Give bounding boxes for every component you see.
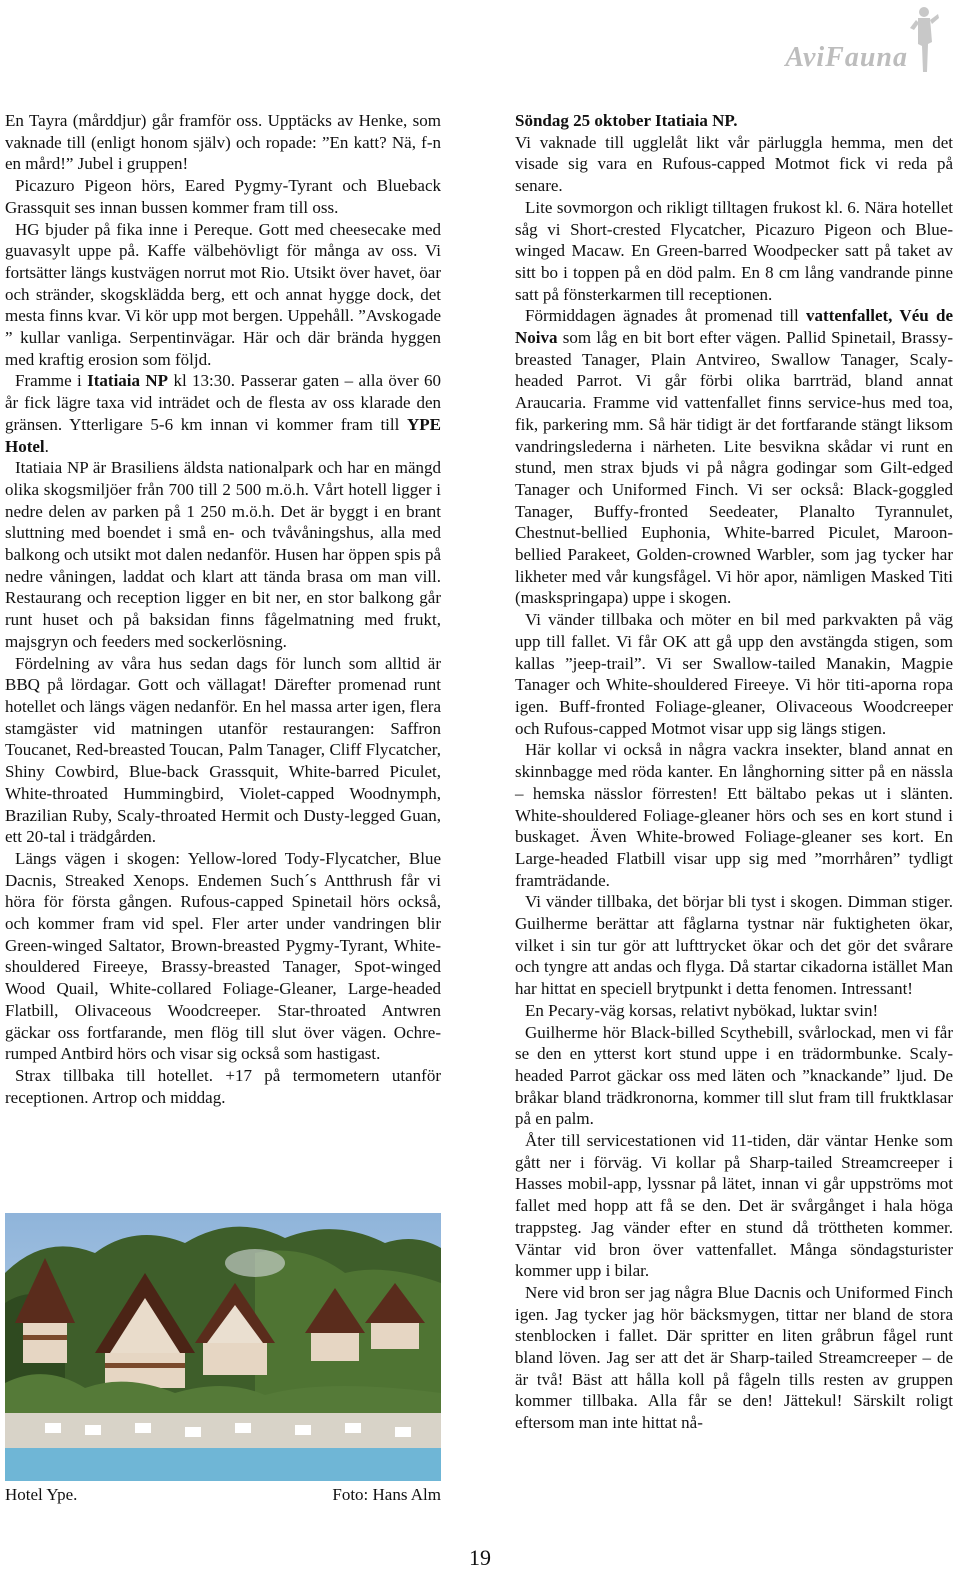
hotel-ype-photo xyxy=(5,1213,441,1481)
paragraph: En Tayra (mårddjur) går framför oss. Upptäcks av Henke, som vaknade till (enligt honom själv) och ropade: ”En katt? Nä, f-n en mård!” Jubel i gruppen! xyxy=(5,111,441,174)
paragraph: Lite sovmorgon och rikligt tilltagen frukost kl. 6. Nära hotellet såg vi Short-crested Flycatcher, Picazuro Pigeon och Blue-winged Macaw. En Green-barred Woodpecker satt på taket av sitt bo i toppen på en död palm. En 8 cm lång vandrande pinne satt på fönsterkarmen till receptionen. xyxy=(515,197,953,304)
bold-place-name: vattenfallet, Véu de Noiva xyxy=(515,306,954,348)
avifauna-logo xyxy=(742,4,942,76)
paragraph: Förmiddagen ägnades åt promenad till vattenfallet, Véu de Noiva som låg en bit bort efter vägen. Pallid Spinetail, Brassy-breasted Tanager, Plain Antvireo, Swallow Tanager, Scaly-headed Parrot. Vi går förbi olika barrträd, bland annat Araucaria. Framme vid vattenfallet finns service-hus med toa, fik, parkering mm. Så här tidigt är det fortfarande stängt liksom vandringslederna i närheten. Lite besvikna skådar vi runt en stund, men strax bjuds vi på några godingar som Gilt-edged Tanager och Uniformed Finch. Vi ser också: Black-goggled Tanager, Buffy-fronted Seedeater, Planalto Tyrannulet, Chestnut-bellied Euphonia, White-barred Piculet, Maroon-bellied Parakeet, Golden-crowned Warbler, som jag tycker har likheter med vår kungsfågel. Vi hör apor, nämligen Masked Titi (maskspringapa) uppe i skogen. xyxy=(515,306,954,608)
paragraph: En Pecary-väg korsas, relativt nybökad, luktar svin! xyxy=(525,1000,879,1020)
paragraph: Framme i Itatiaia NP kl 13:30. Passerar gaten – alla över 60 år fick lägre taxa vid inträdet och de flesta av oss klarade den gränsen. Ytterligare 5-6 km innan vi kommer fram till YPE Hotel. xyxy=(5,371,441,456)
paragraph: Fördelning av våra hus sedan dags för lunch som alltid är BBQ på lördagar. Gott och vällagat! Därefter promenad runt hotellet och längs vägen nedanför. En hel massa arter igen, flera stamgäster vid matningen utanför restaurangen: Saffron Toucanet, Red-breasted Toucan, Palm Tanager, Cliff Flycatcher, Shiny Cowbird, Blue-back Grassquit, White-barred Piculet, White-throated Hummingbird, Violet-capped Woodnymph, Brazilian Ruby, Scaly-throated Hermit och Dusty-legged Guan, ett 20-tal i trädgården. xyxy=(5,653,441,847)
paragraph: Här kollar vi också in några vackra insekter, bland annat en skinnbagge med röda kanter. En långhorning sitter på en nässla – hemska nässlor förresten! Ett bältabo pekas ut i slänten. White-shouldered Foliage-gleaner hörs och ses en kort stund i buskaget. Även White-browed Foliage-gleaner ses kort. En Large-headed Flatbill visar upp sig med ”morrhåren” tydligt framträdande. xyxy=(515,740,953,890)
left-column xyxy=(5,110,441,1108)
paragraph: Åter till servicestationen vid 11-tiden, där väntar Henke som gått ner i förväg. Vi kollar på Sharp-tailed Streamcreeper i Hasses mobil-app, lyssnar på lätet, innan vi går uppströms mot fallet med hopp att få se den. Det är svårgånget i hala höga trappsteg. Jag vänder efter en stund då tröttheten kommer. Väntar vid bron över vattenfallet. Många söndagsturister kommer upp i bilar. xyxy=(515,1131,953,1281)
paragraph: Itatiaia NP är Brasiliens äldsta nationalpark och har en mängd olika skogsmiljöer från 700 till 2 500 m.ö.h. Vårt hotell ligger i nedre delen av parken på 1 250 m.ö.h. Det är byggt i en brant sluttning med boendet i små en- och tvåvåningshus, alla med balkong och utsikt mot dalen nedanför. Husen har öppen spis på nedre våningen, laddat och klart att tända brasa om man vill. Restaurang och reception ligger en bit ner, en stor balkong går runt huset och på baksidan finns fågelmatning med frukt, majsgryn och feeders med sockerlösning. xyxy=(5,458,441,651)
logo-text: AviFauna xyxy=(785,42,908,73)
caption-title: Hotel Ype. xyxy=(5,1485,78,1504)
paragraph: HG bjuder på fika inne i Pereque. Gott med cheesecake med guavasylt uppe på. Kaffe välbehövligt för många av oss. Vi fortsätter längs kustvägen norrut mot Rio. Utsikt över havet, öar och stränder, skogsklädda berg, ett och annat hygge dock, det mesta finns kvar. Vi kör upp mot bergen. Uppehåll. ”Avskogade ” kullar vanliga. Serpentinvägar. Här och där brända hyggen med kraftig erosion som följd. xyxy=(5,219,441,369)
paragraph: Strax tillbaka till hotellet. +17 på termometern utanför receptionen. Artrop och middag. xyxy=(5,1065,441,1107)
paragraph: Vi vänder tillbaka, det börjar bli tyst i skogen. Dimman stiger. Guilherme berättar att fåglarna tystnar när fuktigheten ökar, vilket i sin tur gör att lufttrycket ökar och det gör det svårare och tyngre att andas och flyga. Då startar cikadorna istället Man har hittat en speciell brytpunkt i detta fenomen. Intressant! xyxy=(515,892,953,999)
paragraph: Picazuro Pigeon hörs, Eared Pygmy-Tyrant och Blueback Grassquit ses innan bussen kommer fram till oss. xyxy=(5,176,441,217)
birdwatcher-figure-icon xyxy=(906,4,942,76)
photo-caption xyxy=(5,1484,441,1505)
page-number: 19 xyxy=(469,1545,491,1570)
paragraph: Vi vänder tillbaka och möter en bil med parkvakten på väg upp till fallet. Vi får OK att gå upp den avstängda stigen, som kallas ”jeep-trail”. Vi ser Swallow-tailed Manakin, Magpie Tanager och White-shouldered Fireeye. Vi hör titi-aporna ropa igen. Buff-fronted Foliage-gleaner, Olivaceous Woodcreeper och Rufous-capped Motmot visar upp sig längs stigen. xyxy=(515,610,953,738)
paragraph: Guilherme hör Black-billed Scythebill, svårlockad, men vi får se den en ytterst kort stund uppe i en trädormbunke. Scaly-headed Parrot gäckar oss med läten och ”knackande” ljud. De bråkar bland trädkronorna, kommer till slut fram till fruktklasar på en palm. xyxy=(515,1022,953,1129)
section-heading: Söndag 25 oktober Itatiaia NP. xyxy=(515,111,738,130)
paragraph: Vi vaknade till ugglelåt likt vår pärluggla hemma, men det visade sig vara en Rufous-capped Motmot fick vi reda på senare. xyxy=(515,132,953,196)
caption-credit: Foto: Hans Alm xyxy=(332,1485,441,1504)
photo-illustration xyxy=(5,1213,441,1481)
bold-place-name: Itatiaia NP xyxy=(87,371,169,391)
paragraph: Nere vid bron ser jag några Blue Dacnis och Uniformed Finch igen. Jag tycker jag hör bäcksmygen, tittar ner bland de stora stenblocken i fallet. Där spritter en liten gråbrun fågel runt bland löven. Jag ser att det är Sharp-tailed Streamcreeper – de är två! Bäst att hålla koll på fågeln tills resten av gruppen kommer tillbaka. Alla får se den! Jättekul! Särskilt roligt eftersom man inte hittat nå- xyxy=(515,1282,953,1433)
right-column xyxy=(515,110,953,1434)
paragraph: Längs vägen i skogen: Yellow-lored Tody-Flycatcher, Blue Dacnis, Streaked Xenops. Endemen Such´s Antthrush får vi höra för första gången. Rufous-capped Spinetail hörs också, och kommer fram vid spel. Fler arter under vandringen blir Green-winged Saltator, Brown-breasted Pygmy-Tyrant, White-shouldered Fireeye, Brassy-breasted Tanager, Spot-winged Wood Quail, White-collared Foliage-Gleaner, Large-headed Flatbill, Olivaceous Woodcreeper. Star-throated Antwren gäckar oss fortfarande, men flög till slut över vägen. Ochre-rumped Antbird hörs och visar sig också som hastigast. xyxy=(5,848,441,1064)
bold-place-name: YPE Hotel xyxy=(5,414,441,456)
